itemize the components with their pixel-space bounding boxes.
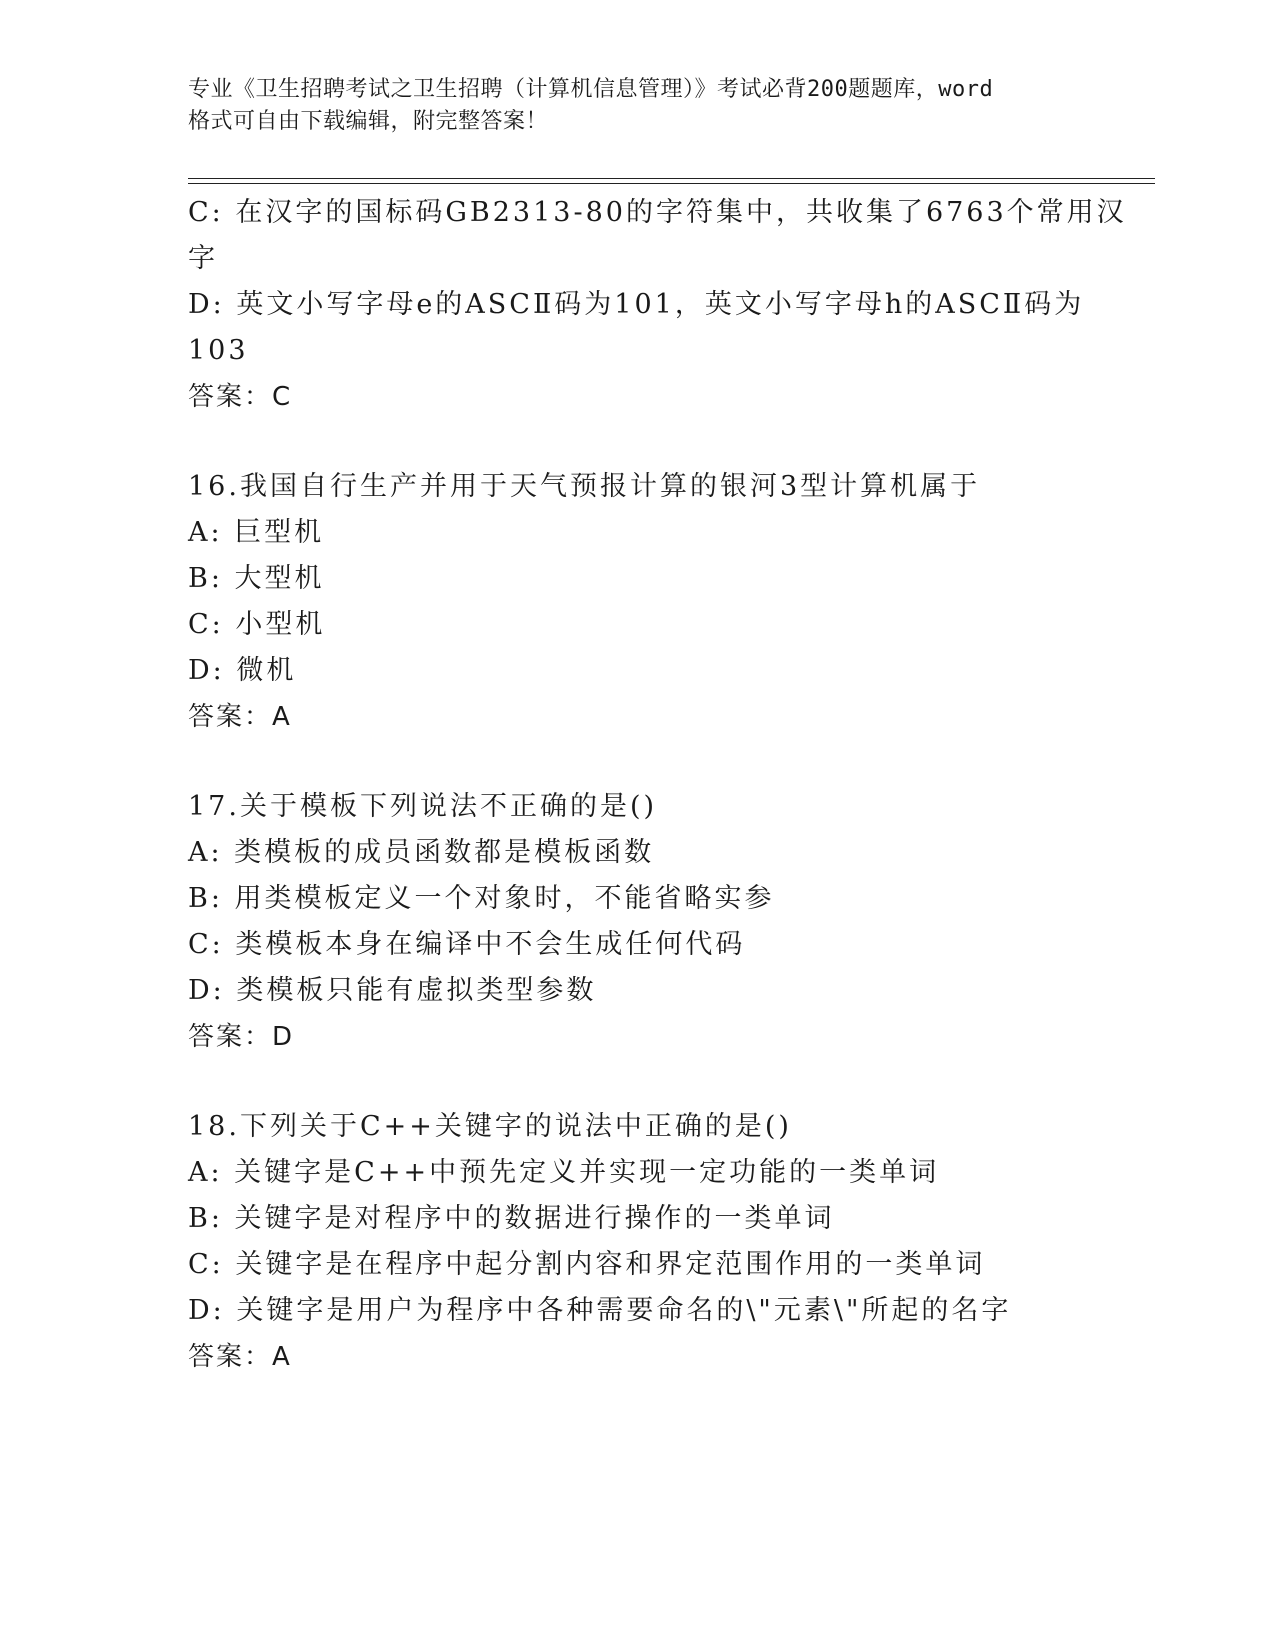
- option-c: C: 关键字是在程序中起分割内容和界定范围作用的一类单词: [188, 1249, 986, 1280]
- spacer: [188, 740, 1088, 784]
- question-18: [188, 1104, 1088, 1380]
- header-line-2: 格式可自由下载编辑，附完整答案！: [188, 109, 549, 134]
- question-16: [188, 464, 1088, 740]
- question-stem: 18.下列关于C++关键字的说法中正确的是(): [188, 1111, 792, 1142]
- header-line-1: 专业《卫生招聘考试之卫生招聘（计算机信息管理）》考试必背200题题库，word: [188, 77, 994, 102]
- option-c: C: 小型机: [188, 609, 326, 640]
- option-c-line-1: C: 在汉字的国标码GB2313-80的字符集中，共收集了6763个常用汉: [188, 197, 1127, 228]
- answer-line: 答案：D: [188, 1022, 295, 1052]
- document-header: [188, 74, 1088, 138]
- option-c: C: 类模板本身在编译中不会生成任何代码: [188, 929, 746, 960]
- question-stem: 16.我国自行生产并用于天气预报计算的银河3型计算机属于: [188, 471, 981, 502]
- answer-line: 答案：C: [188, 382, 293, 412]
- option-d: D: 微机: [188, 655, 297, 686]
- header-divider-bottom: [188, 183, 1155, 184]
- option-a: A: 类模板的成员函数都是模板函数: [188, 837, 655, 868]
- option-d-line-1: D: 英文小写字母e的ASCⅡ码为101，英文小写字母h的ASCⅡ码为: [188, 289, 1085, 320]
- question-17: [188, 784, 1088, 1060]
- option-b: B: 大型机: [188, 563, 325, 594]
- option-a: A: 关键字是C++中预先定义并实现一定功能的一类单词: [188, 1157, 940, 1188]
- answer-line: 答案：A: [188, 702, 292, 732]
- option-b: B: 用类模板定义一个对象时，不能省略实参: [188, 883, 775, 914]
- header-divider-top: [188, 178, 1155, 179]
- option-d: D: 类模板只能有虚拟类型参数: [188, 975, 597, 1006]
- option-d-line-2: 103: [188, 335, 249, 366]
- question-content: [188, 190, 1127, 1380]
- answer-line: 答案：A: [188, 1342, 292, 1372]
- spacer: [188, 420, 1088, 464]
- question-15-continued: [188, 190, 1127, 420]
- option-d: D: 关键字是用户为程序中各种需要命名的\"元素\"所起的名字: [188, 1295, 1012, 1326]
- option-c-line-2: 字: [188, 243, 218, 274]
- question-stem: 17.关于模板下列说法不正确的是(): [188, 791, 658, 822]
- option-a: A: 巨型机: [188, 517, 325, 548]
- spacer: [188, 1060, 1088, 1104]
- option-b: B: 关键字是对程序中的数据进行操作的一类单词: [188, 1203, 835, 1234]
